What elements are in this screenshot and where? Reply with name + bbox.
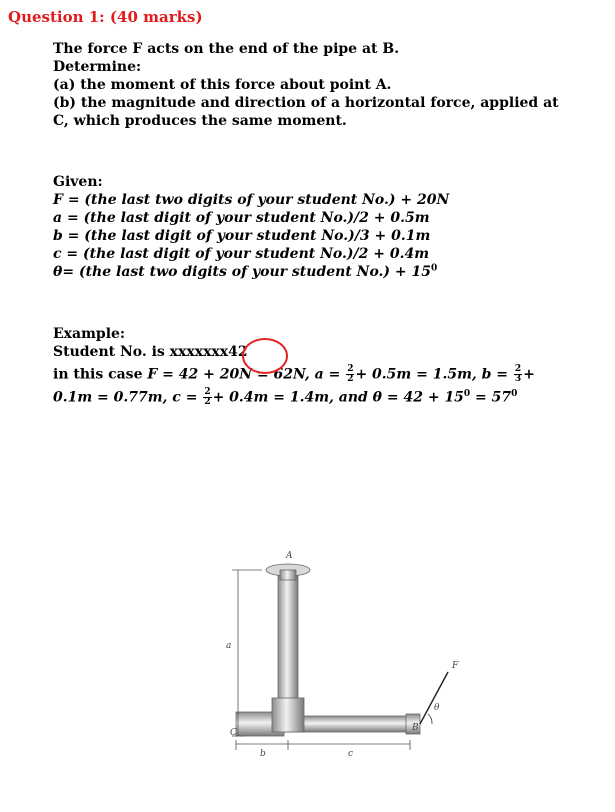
- given-theta: [53, 263, 613, 281]
- example-calc-line1: [53, 365, 613, 384]
- given-c: [53, 245, 613, 263]
- example-b-rest: +: [523, 366, 535, 383]
- question-title: Question 1: (40 marks): [8, 8, 203, 26]
- example-theta-degree-2: 0: [511, 388, 518, 399]
- label-c-dim: c: [348, 749, 354, 759]
- given-f-prefix: F =: [53, 192, 85, 208]
- given-theta-expr: (the last two digits of your student No.) + 15: [78, 264, 432, 280]
- intro-text: The force F acts on the end of the pipe at B.: [53, 41, 400, 57]
- frac-a-num: 2: [347, 364, 354, 374]
- part-a: (a) the moment of this force about point A.: [53, 77, 392, 93]
- example-line2-start: 0.1m = 0.77m, c =: [53, 389, 203, 406]
- given-b-expr: (the last digit of your student No.)/3 + 0.1m: [84, 228, 431, 244]
- given-label: Given:: [53, 174, 103, 190]
- example-theta-result: = 57: [470, 389, 512, 406]
- label-c-point: C: [230, 728, 237, 738]
- label-b-point: B: [412, 723, 419, 733]
- part-b-line1: (b) the magnitude and direction of a horizontal force, applied at: [53, 95, 559, 111]
- example-calc-line2: [53, 388, 613, 407]
- force-vector: [420, 672, 448, 724]
- force-line: [420, 672, 448, 724]
- label-f: F: [452, 661, 459, 671]
- example-f-calc: F = 42 + 20N = 62N, a =: [147, 366, 346, 383]
- pipe-assembly: [236, 564, 420, 736]
- example-theta-degree-1: 0: [463, 388, 471, 399]
- given-section: [53, 173, 613, 281]
- example-label: Example:: [53, 326, 126, 342]
- pipe-tee: [272, 698, 304, 732]
- pipe-figure: [200, 540, 460, 770]
- given-theta-prefix: θ=: [53, 264, 79, 280]
- given-b-prefix: b =: [53, 228, 85, 244]
- example-student-line: Student No. is xxxxxxx42: [53, 344, 248, 360]
- question-body: [53, 40, 613, 130]
- example-a-rest: + 0.5m = 1.5m, b =: [355, 366, 513, 383]
- frac-a-den: 2: [347, 374, 354, 384]
- label-b-dim: b: [260, 749, 266, 759]
- label-a-dim: a: [226, 641, 232, 651]
- theta-arc: [428, 714, 432, 724]
- determine-label: Determine:: [53, 59, 142, 75]
- given-a-prefix: a =: [53, 210, 84, 226]
- highlight-circle: [242, 338, 288, 374]
- label-a-point: A: [286, 551, 293, 561]
- given-c-expr: (the last digit of your student No.)/2 + 0.4m: [83, 246, 430, 262]
- given-f: [53, 191, 613, 209]
- example-case-prefix: in this case: [53, 366, 148, 383]
- given-b: [53, 227, 613, 245]
- frac-c: [203, 388, 211, 407]
- pipe-vertical: [278, 576, 298, 716]
- given-c-prefix: c =: [53, 246, 84, 262]
- example-section: [53, 325, 613, 407]
- frac-c-num: 2: [204, 387, 211, 397]
- given-a: [53, 209, 613, 227]
- given-f-expr: (the last two digits of your student No.) + 20N: [84, 192, 450, 208]
- frac-c-den: 2: [204, 397, 211, 407]
- label-theta: θ: [434, 703, 440, 713]
- part-b-line2: C, which produces the same moment.: [53, 113, 347, 129]
- example-c-rest: + 0.4m = 1.4m, and θ = 42 + 15: [212, 389, 464, 406]
- frac-b-den: 3: [514, 374, 522, 384]
- given-theta-degree: 0: [431, 263, 438, 274]
- pipe-cap-neck: [280, 570, 296, 580]
- frac-b-num: 2: [514, 364, 522, 374]
- frac-b: [514, 365, 522, 384]
- given-a-expr: (the last digit of your student No.)/2 + 0.5m: [83, 210, 430, 226]
- frac-a: [346, 365, 354, 384]
